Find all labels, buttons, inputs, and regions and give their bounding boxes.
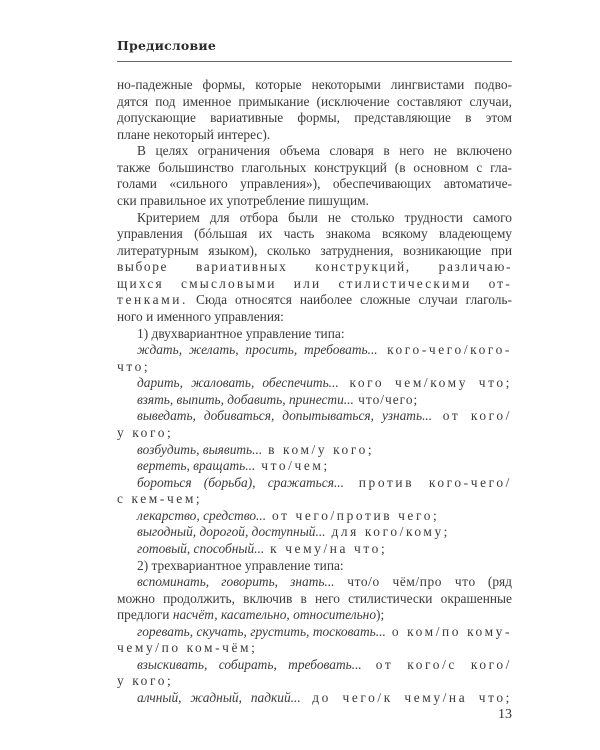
text-run: (ряд bbox=[475, 574, 512, 589]
example-pattern: что/чем; bbox=[255, 458, 330, 474]
example-line bbox=[137, 392, 512, 409]
example-pattern: кого чем/кому что; bbox=[338, 375, 512, 391]
text-line: допускающие вариативные формы, представляющие в этом bbox=[117, 110, 512, 126]
example-pattern: против кого-чего/ bbox=[344, 474, 512, 490]
example-continuation bbox=[117, 359, 512, 376]
example-words: вертеть, вращать... bbox=[137, 458, 256, 474]
example-line bbox=[137, 624, 512, 641]
example-line bbox=[137, 690, 512, 707]
example-pattern: что/о чём/про что bbox=[334, 574, 476, 589]
example-line bbox=[137, 574, 512, 591]
example-words: насчёт, касательно, относительно bbox=[172, 607, 377, 623]
example-pattern: что; bbox=[117, 358, 151, 374]
text-run: ); bbox=[376, 607, 385, 623]
example-continuation bbox=[117, 491, 512, 508]
example-continuation bbox=[117, 640, 512, 657]
list-heading: 2) трехвариантное управление типа: bbox=[137, 557, 344, 573]
example-pattern: к чему/на что; bbox=[264, 540, 388, 556]
example-words: вспоминать, говорить, знать... bbox=[137, 574, 335, 589]
text-line bbox=[117, 292, 512, 309]
example-pattern: с кем-чем; bbox=[117, 491, 203, 507]
text-line: ного и именного управления: bbox=[117, 308, 284, 324]
example-pattern: от чего/против чего; bbox=[266, 507, 440, 523]
spaced-text-line: выборе вариативных конструкций, различаю- bbox=[117, 259, 512, 275]
example-pattern: чему/по ком-чём; bbox=[117, 640, 258, 656]
example-continuation bbox=[117, 425, 512, 442]
text-run: предлоги bbox=[117, 607, 173, 623]
example-words: дарить, жаловать, обеспечить... bbox=[137, 375, 339, 391]
example-pattern: у кого; bbox=[117, 673, 174, 689]
running-header: Предисловие bbox=[117, 38, 216, 53]
text-line: плане некоторый интерес). bbox=[117, 126, 271, 142]
text-run: Сюда относятся наиболее сложные случаи глаголь- bbox=[188, 292, 512, 308]
text-line: дятся под именное примыкание (исключение составляют случаи, bbox=[117, 93, 512, 109]
example-pattern: от кого/с кого/ bbox=[361, 656, 512, 672]
spaced-text-line: щихся смысловыми или стилистическими от- bbox=[117, 275, 512, 291]
example-line bbox=[137, 541, 512, 558]
spaced-word: тенками. bbox=[117, 292, 188, 308]
example-pattern: у кого; bbox=[117, 424, 174, 440]
example-continuation bbox=[117, 673, 512, 690]
text-line: управления (бóльшая их часть знакома всякому владеющему bbox=[117, 226, 512, 242]
page-number: 13 bbox=[498, 707, 512, 722]
example-line bbox=[137, 375, 512, 392]
paragraph-first-line: В целях ограничения объема словаря в него не включено bbox=[137, 143, 512, 159]
example-words: лекарство, средство... bbox=[137, 507, 267, 523]
example-words: взять, выпить, добавить, принести... bbox=[137, 391, 354, 407]
example-pattern: кого-чего/кого- bbox=[377, 342, 512, 358]
text-line: голами «сильного управления»), обеспечивающих автоматиче- bbox=[117, 176, 512, 192]
list-heading: 1) двухвариантное управление типа: bbox=[137, 325, 345, 341]
example-pattern: от кого/ bbox=[432, 408, 512, 424]
example-pattern: для кого/кому; bbox=[325, 524, 450, 540]
text-line: литературным языком), сколько затруднения, возникающие при bbox=[117, 242, 512, 258]
text-line: ски правильное их употребление пишущим. bbox=[117, 193, 369, 208]
text-line: также большинство глагольных конструкций (в основном с гла- bbox=[117, 159, 512, 175]
example-words: готовый, способный... bbox=[137, 540, 265, 556]
example-words: алчный, жадный, падкий... bbox=[137, 690, 301, 705]
example-words: взыскивать, собирать, требовать... bbox=[137, 656, 362, 672]
text-line: можно продолжить, включив в него стилистически окрашенные bbox=[117, 590, 512, 606]
example-pattern: что/чего; bbox=[353, 391, 419, 407]
example-line bbox=[137, 508, 512, 525]
example-line bbox=[137, 657, 512, 674]
example-words: возбудить, выявить... bbox=[137, 441, 263, 457]
example-words: выведать, добиваться, допытываться, узнать... bbox=[137, 408, 433, 424]
example-pattern: в ком/у кого; bbox=[262, 441, 375, 457]
example-line bbox=[137, 475, 512, 492]
example-line bbox=[137, 342, 512, 359]
example-line bbox=[137, 458, 512, 475]
example-line bbox=[137, 524, 512, 541]
example-words: ждать, желать, просить, требовать... bbox=[137, 342, 378, 358]
text-line bbox=[117, 607, 512, 624]
example-words: выгодный, дорогой, доступный... bbox=[137, 524, 326, 540]
example-pattern: до чего/к чему/на что; bbox=[300, 690, 512, 705]
header-divider bbox=[117, 61, 512, 62]
example-words: бороться (борьба), сражаться... bbox=[137, 474, 344, 490]
paragraph-first-line: Критерием для отбора были не столько трудности самого bbox=[137, 209, 512, 225]
example-pattern: о ком/по кому- bbox=[385, 623, 512, 639]
example-line bbox=[137, 408, 512, 425]
example-line bbox=[137, 442, 512, 459]
example-words: горевать, скучать, грустить, тосковать... bbox=[137, 623, 386, 639]
text-line: но-падежные формы, которые некоторыми лингвистами подво- bbox=[117, 77, 512, 92]
